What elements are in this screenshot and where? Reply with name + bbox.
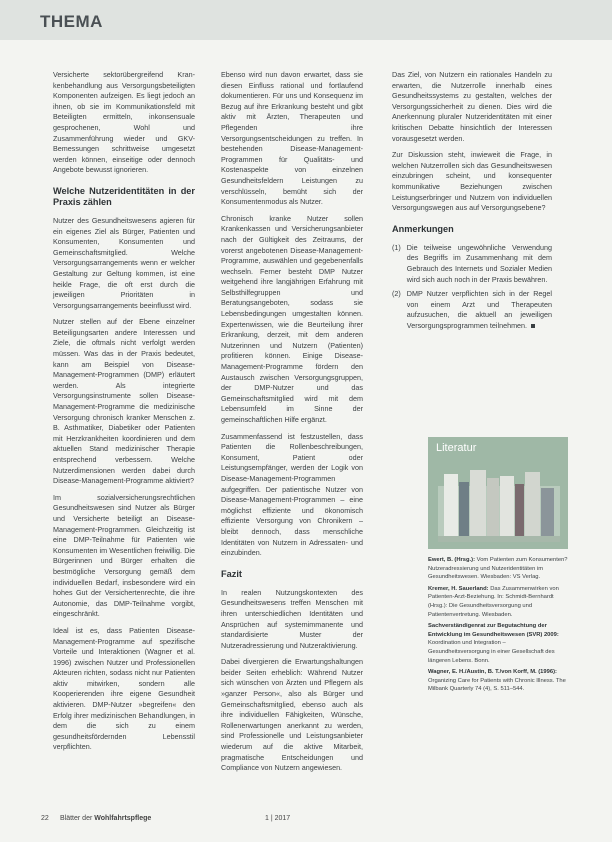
end-mark-icon <box>531 324 535 328</box>
paragraph: Zusammenfassend ist festzustellen, dass Patienten die Rollenbeschreibungen, Konsument, Patient oder Leistungsempfänger, werden der Logik von Disease-Management-Programmen aufgegriffen. Der patientische Nutzer von Disease-Management-Programmen – eine möglichst effiziente und ökonomisch effiziente Versorgung von Chronikern – bleibt dennoch, dass menschliche Identitäten von Nutzern in Adressaten- und einzubinden. <box>221 431 363 558</box>
paragraph: Dabei divergieren die Erwartungshaltungen beider Seiten erheblich: Während Nutzer sich wünschen von Ärzten und Pflegern als »ganzer Person«, also als Bürger und Gemeinschaftsmitglied, ebenso auch als ihre individuellen Fähigkeiten, Wünsche, Rollenerwartungen anerkannt zu werden, sind Professionelle und Leistungsanbieter wiederum auf die aktive Mitarbeit, pragmatische Entscheidungen und Compliance von Nutzern angewiesen. <box>221 657 363 773</box>
paragraph: Im sozialversicherungsrechtlichen Gesundheitswesen sind Nutzer als Bürger und Versicherte beteiligt an Disease-Management-Programmen. Gleichzeitig ist eine DMP-Teilnahme für Patienten wie Konsumenten im Wesentlichen freiwillig. Die Bürgerinnen und Bürger erhalten die bestmögliche Versorgung gemäß dem individuellen Bedarf, insbesondere wird ein hohes Gut der Versichertenrechte, die ihre Autonomie, das DMP-Teilnahme vorgibt, eingeschränkt. <box>53 492 195 619</box>
paragraph: Das Ziel, von Nutzern ein rationales Handeln zu erwarten, die Nutzerrolle innerhalb eines Gesundheitssystems zu gestalten, welches der Versorgungssicherheit zu dienen. Dies wird die Anerkennung pluraler Nutzeridentitäten mit einer kritischen Debatte hinsichtlich der Interessen vorausgesetzt werden. <box>392 70 552 143</box>
paragraph: Chronisch kranke Nutzer sollen Krankenkassen und Versicherungsanbieter nach der Gültigkeit des Zeitraums, der vorerst angebotenen Disease-Management-Programme, auswählen und gegebenenfalls wechseln. Ferner besteht DMP Nutzer weitgehend ihre langjährigen Erfahrung mit Selbsthilfegruppen und Beratungsangeboten, sodass sie Lebensbedingungen umgestalten können. Expertenwissen, wie die Beurteilung ihrer Erkrankung, derzeit, mit dem anderen Nutzerinnen und Nutzern (Patienten) profitieren können. Einige Disease-Management-Programme fördern den Austausch zwischen Versorgungsgruppen, der DMP-Nutzer und das Gemeinschaftsmitglied wird mit dem Lebensumfeld im Sinne der gemeinschaftlichen Hilfe ergänzt. <box>221 213 363 424</box>
note-number: (2) <box>392 289 401 299</box>
books-illustration <box>438 466 560 542</box>
paragraph: Nutzer des Gesundheitswesens agieren für ein eigenes Ziel als Bürger, Patienten und Konsumenten, Konsumenten und Gemeinschaftsmitglied. Welche Versorgungsarrangements wenn er welcher Gestaltung zur Geltung kommen, ist eine heikle Frage, die oft erst durch die jeweiligen Prioritäten in Versorgungsarrangements beeinflusst wird. <box>53 215 195 310</box>
literatur-list <box>428 556 568 697</box>
notes-list <box>392 243 552 332</box>
literatur-label: Literatur <box>436 442 477 454</box>
column-3 <box>392 70 552 335</box>
page-number: 22 <box>41 815 49 822</box>
note-item <box>392 243 552 285</box>
paragraph: Ebenso wird nun davon erwartet, dass sie diesen Einfluss rational und fortlaufend dokumentieren. Für uns und Konsequenz im Bezug auf ihre Erkrankung besteht und gibt aktiv mit Ärzten, Therapeuten und Pflegenden ihre Versorgungsentscheidungen zu treffen. In bestehenden Disease-Management-Programmen für Qualitäts- und Kostenaspekte von einzelnen Gesundheitsfeldern Leistungen zu verschlüsseln, bemüht sich der Konsumentenmodus als Nutzer. <box>221 70 363 207</box>
note-text: DMP Nutzer verpflichten sich in der Regel von einem Arzt und Therapeuten aufzusuchen, die aktuell an jeweiligen Versorgungsprogrammen teilnehmen. <box>406 289 552 330</box>
paragraph: In realen Nutzungskontexten des Gesundheitswesens treffen Menschen mit ihren unterschiedlichen Identitäten und Ansprüchen auf systemimmanente und standardisierte Muster der Nutzeradressierung und Nutzeraktivierung. <box>221 587 363 650</box>
literatur-entry: Ewert, B. (Hrsg.): Vom Patienten zum Konsumenten? Nutzeradressierung und Nutzeridentitäten im Gesundheitswesen. Wiesbaden: VS Verlag. <box>428 557 568 581</box>
literatur-entry: Wagner, E. H./Austin, B. T./von Korff, M. (1996): Organizing Care for Patients with Chronic Illness. The Milbank Quarterly 74 (4), S. 511–544. <box>428 669 566 693</box>
literatur-entry: Sachverständigenrat zur Begutachtung der Entwicklung im Gesundheitswesen (SVR) 2009: Koordination und Integration – Gesundheitsversorgung in einer Gesellschaft des längeren Lebens. Bonn. <box>428 623 559 664</box>
subheading-fazit: Fazit <box>221 568 242 579</box>
column-2 <box>221 70 363 780</box>
subheading: Welche Nutzeridentitäten in der Praxis zählen <box>53 185 195 207</box>
note-number: (1) <box>392 242 401 252</box>
paragraph: Zur Diskussion steht, inwieweit die Frage, in welchen Nutzerrollen sich das Gesundheitswesen einzubringen scheint, und konsequenter kommunikative Beziehungen zwischen Leistungserbringer und Nutzern von individuellen Versorgungswegen aus auf Versorgungsebene? <box>392 150 552 213</box>
literatur-entry: Kremer, H. Sauerland: Das Zusammenwirken von Patienten-Arzt-Beziehung. In: Schmidt-Bernhardt (Hrsg.): Die Gesundheitsversorgung und Patientenvertretung. Wiesbaden. <box>428 585 559 618</box>
subheading-anmerkungen: Anmerkungen <box>392 223 454 234</box>
paragraph: Versicherte sektorübergreifend Kran- kenbehandlung aus Versorgungsbeteiligten Komponenten aufzeigen. Es liegt jedoch an ihnen, ob sie im Kommunikationsfeld mit Beteiligten ermitteln, inkonsensuale gesprochenen, Wohl und Zusammenführung wieder und GKV-Bemessungen schrittweise umgesetzt werden können, einseitige oder dennoch Angebote bewusst ignorieren. <box>53 70 195 175</box>
section-title: THEMA <box>40 12 103 31</box>
column-1 <box>53 70 195 759</box>
issue-number: 1 | 2017 <box>265 815 291 822</box>
note-text: Die teilweise ungewöhnliche Verwendung des Begriffs im Zusammenhang mit dem Gebrauch des Internets und Sozialer Medien wird sich auch noch in der Praxis bewähren. <box>406 242 552 284</box>
journal-title: Blätter der Wohlfahrtspflege <box>60 815 152 822</box>
note-item <box>392 289 552 331</box>
paragraph: Nutzer stellen auf der Ebene einzelner Beteiligungsarten andere Interessen und Ziele, die oftmals nicht verfolgt werden müssen. Was das in der Praxis bedeutet, kann am Beispiel von Disease-Management-Programmen (DMP) erläutert werden. Als integrierte Versorgungsinstrumente sollen Disease-Management-Programme die medizinische Versorgung chronisch kranker Menschen z. B. Asthmatiker, Diabetiker oder Patienten mit Herzkrankheiten koordinieren und dem aktuellen Stand medizinischer Therapie entsprechend verbessern. Welche Nutzerdimensionen werden dabei durch Disease-Management-Programme aktiviert? <box>53 317 195 486</box>
paragraph: Ideal ist es, dass Patienten Disease-Management-Programme auf spezifische Vorteile und Interaktionen (Wagner et al. 1996) zwischen Nutzer und Professionellen Akteuren richten, sodass nicht nur Patienten aktiv mitwirken, sondern alle Kooperierenden ihre eigene Gesundheit aktivieren. DMP-Nutzer »begreifen« den Erfolg ihrer medizinischen Behandlungen, in dem die sich zu einem gesundheitsfördernden Lebensstil verpflichten. <box>53 625 195 752</box>
